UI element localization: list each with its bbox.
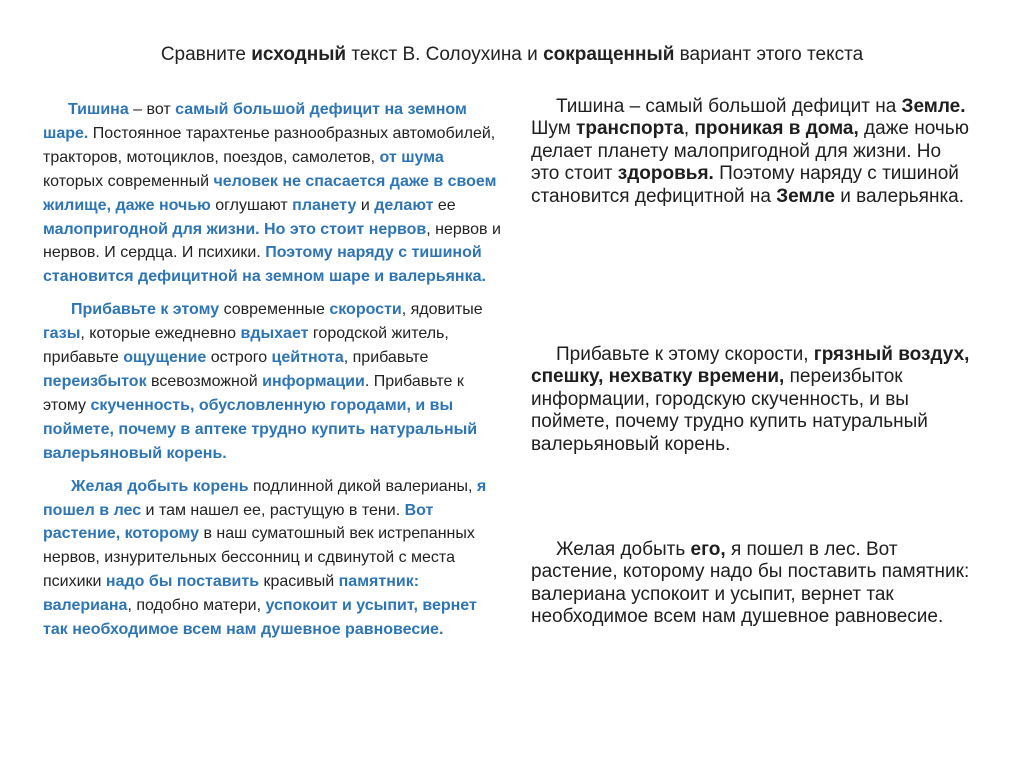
text-run: , прибавьте xyxy=(343,349,429,367)
highlighted-phrase: человек не спасается даже в своем жилище, даже ночью xyxy=(43,172,497,214)
text-run: – вот xyxy=(128,101,176,118)
highlighted-phrase: малопригодной для жизни. Но это стоит нервов xyxy=(43,220,427,238)
text-run: Прибавьте к этому скорости, xyxy=(556,344,814,365)
bold-phrase: проникая в дома, xyxy=(694,118,859,140)
title-text: вариант этого текста xyxy=(674,44,864,65)
highlighted-phrase: скученность, обусловленную городами, и вы поймете, почему в аптеке трудно купить натуральный валерьяновый корень. xyxy=(43,396,478,462)
text-run: , которые ежедневно xyxy=(80,325,241,343)
text-run: переизбыток информации, городскую скученность, и вы поймете, почему трудно купить натуральный валерьяновый корень. xyxy=(531,366,928,455)
highlighted-phrase: самый большой дефицит на земном шаре. xyxy=(43,101,467,142)
text-run: подлинной дикой валерианы, xyxy=(248,477,477,495)
original-text-column xyxy=(43,98,503,651)
highlighted-phrase: цейтнота xyxy=(271,349,344,367)
highlighted-phrase: Прибавьте к этому xyxy=(71,301,220,319)
text-run: , нервов и нервов. И сердца. И психики. xyxy=(43,220,501,262)
text-run: всевозможной xyxy=(146,372,263,390)
text-run: оглушают xyxy=(210,196,293,214)
text-run: , подобно матери, xyxy=(127,597,266,615)
text-run: , ядовитые xyxy=(401,301,483,319)
title-emphasis-original: исходный xyxy=(251,44,347,65)
highlighted-phrase: надо бы поставить xyxy=(105,573,260,591)
short-paragraph-1 xyxy=(531,96,971,208)
original-paragraph-2 xyxy=(43,298,503,465)
highlighted-phrase: памятник: валериана xyxy=(43,573,420,615)
text-run: Постоянное тарахтенье разнообразных автомобилей, тракторов, мотоциклов, поездов, самолетов, xyxy=(43,124,496,166)
text-run: красивый xyxy=(259,573,339,591)
bold-phrase: здоровья. xyxy=(617,163,714,185)
highlighted-phrase: переизбыток xyxy=(43,372,147,390)
text-run: , xyxy=(683,118,695,140)
text-run: Тишина – самый большой дефицит на xyxy=(556,96,902,117)
text-run: Поэтому наряду с тишиной становится дефицитной на xyxy=(531,163,959,207)
text-run: и там нашел ее, растущую в тени. xyxy=(141,501,405,519)
highlighted-phrase: вдыхает xyxy=(240,325,309,343)
text-run: и валерьянка. xyxy=(834,185,965,207)
highlighted-phrase: ощущение xyxy=(123,349,207,367)
highlighted-phrase: Вот растение, которому xyxy=(43,501,434,543)
highlighted-phrase: Поэтому наряду с тишиной становится дефицитной на земном шаре и валерьянка. xyxy=(43,244,486,286)
highlighted-phrase: делают xyxy=(374,196,434,214)
highlighted-phrase: скорости xyxy=(329,301,402,319)
title-text: Сравните xyxy=(160,44,252,65)
original-paragraph-1 xyxy=(43,98,503,289)
bold-phrase: его, xyxy=(690,539,726,560)
text-run: современные xyxy=(219,301,330,319)
highlighted-phrase: планету xyxy=(292,196,357,214)
short-paragraph-3 xyxy=(531,539,971,629)
highlighted-phrase: Тишина xyxy=(68,101,129,118)
highlighted-phrase: от шума xyxy=(379,148,444,166)
highlighted-phrase: Желая добыть корень xyxy=(71,477,249,495)
highlighted-phrase: информации xyxy=(262,372,365,390)
text-run: в наш суматошный век истрепанных нервов, изнурительных бессонниц и сдвинутой с места психики xyxy=(43,525,475,591)
page-title xyxy=(0,44,1024,66)
text-run: даже ночью делает планету малопригодной для жизни. Но это стоит xyxy=(531,118,969,185)
text-run: ее xyxy=(433,196,456,214)
bold-phrase: Земле xyxy=(776,185,835,207)
highlighted-phrase: я пошел в лес xyxy=(43,477,487,519)
text-run: . Прибавьте к этому xyxy=(43,372,464,414)
text-run: которых современный xyxy=(43,172,214,190)
bold-phrase: Земле. xyxy=(901,96,966,117)
highlighted-phrase: успокоит и усыпит, вернет так необходимое всем нам душевное равновесие. xyxy=(43,597,477,639)
text-run: и xyxy=(356,196,375,214)
text-run: городской житель, прибавьте xyxy=(43,325,449,367)
text-run: я пошел в лес. Вот растение, которому надо бы поставить памятник: валериана успокоит и усыпит, вернет так необходимое всем нам душевное равновесие. xyxy=(531,539,970,628)
text-run: острого xyxy=(206,349,272,367)
text-run: Желая добыть xyxy=(556,539,691,560)
highlighted-phrase: газы xyxy=(43,325,81,343)
bold-phrase: транспорта xyxy=(576,118,684,140)
bold-phrase: грязный воздух, спешку, нехватку времени, xyxy=(531,344,970,388)
original-paragraph-3 xyxy=(43,475,503,642)
title-text: текст В. Солоухина и xyxy=(346,44,544,65)
text-run: Шум xyxy=(531,118,577,140)
short-text-column xyxy=(531,96,971,628)
short-paragraph-2 xyxy=(531,344,971,456)
title-emphasis-short: сокращенный xyxy=(543,44,675,65)
